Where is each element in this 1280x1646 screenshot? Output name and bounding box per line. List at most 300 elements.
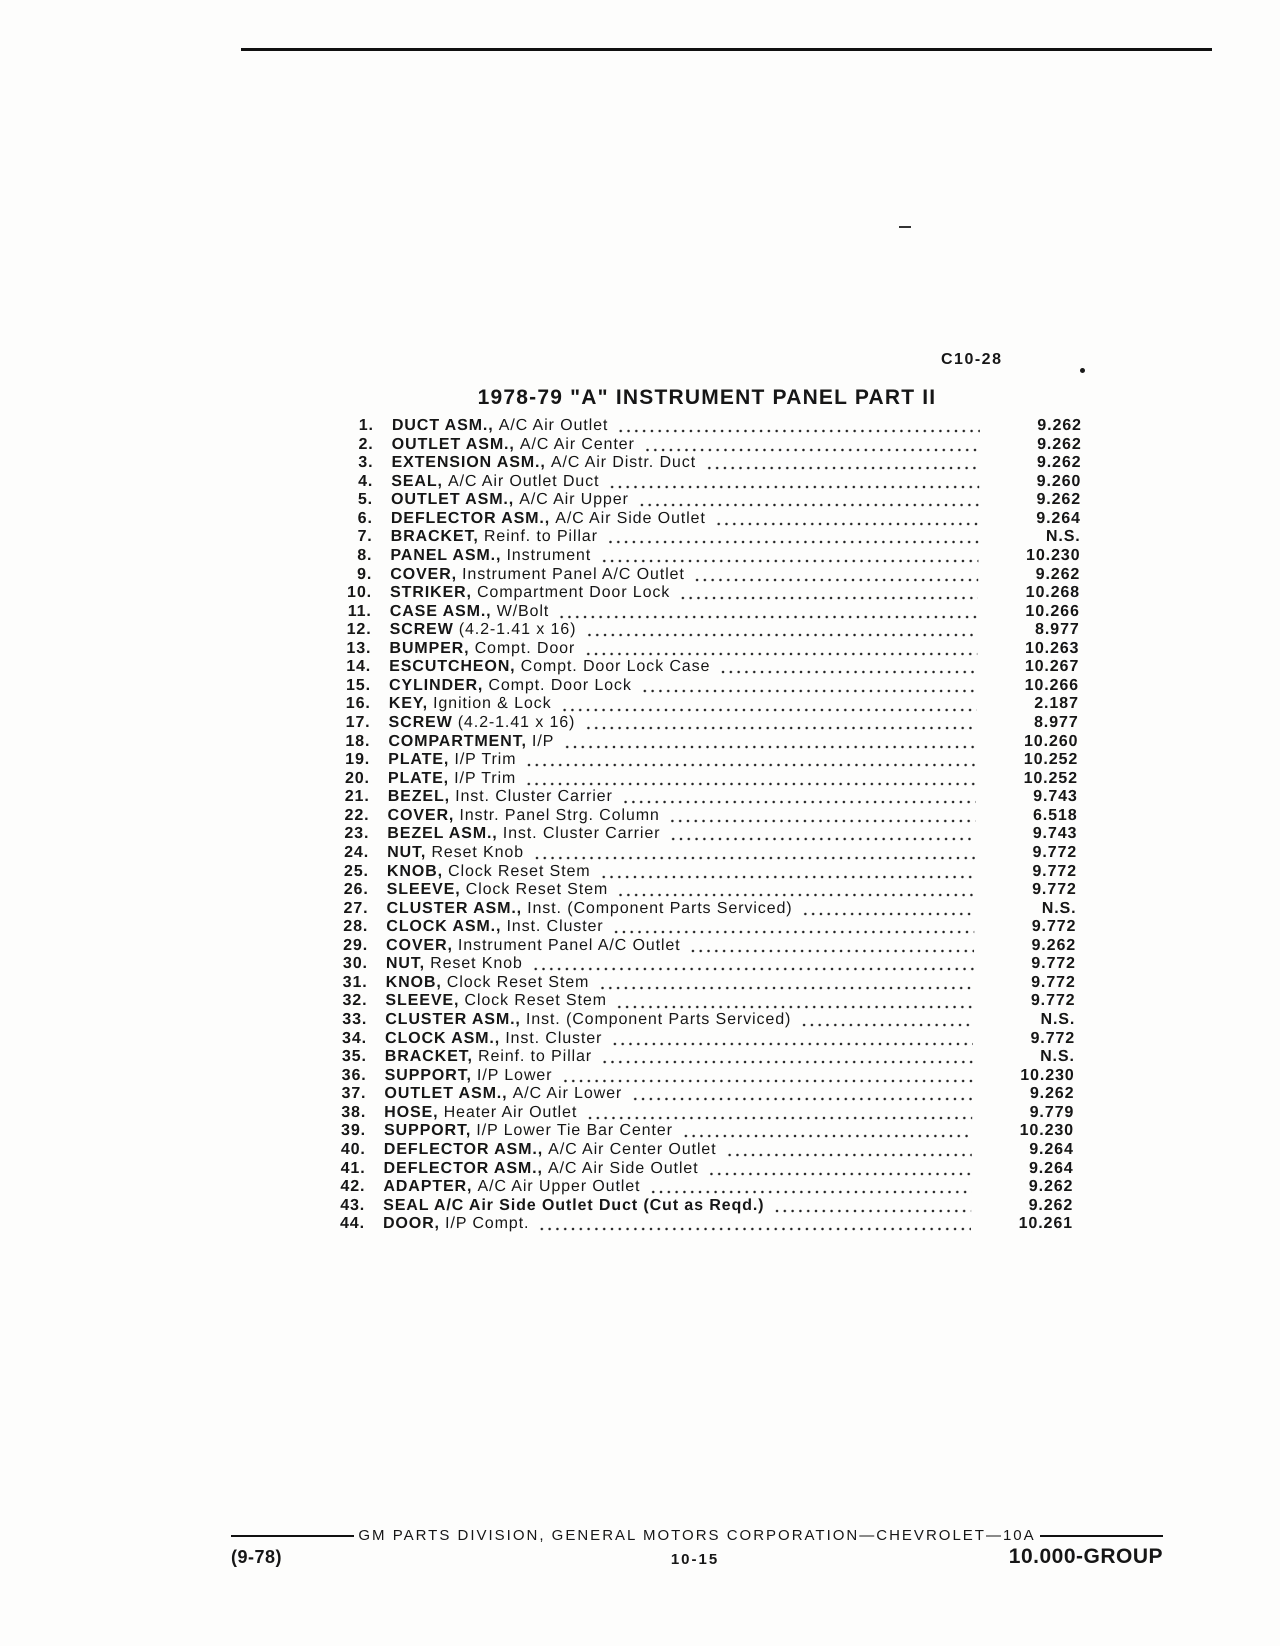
- dot-leader: [612, 918, 974, 937]
- group-number: 9.262: [1028, 1196, 1074, 1214]
- list-item: [332, 788, 1078, 807]
- part-description: A/C Air Side Outlet: [555, 509, 706, 527]
- list-item: [335, 491, 1081, 510]
- item-text: [392, 417, 609, 436]
- part-name: SCREW: [388, 714, 453, 731]
- list-item: [328, 1141, 1074, 1160]
- list-item: [331, 863, 1077, 882]
- part-name: KNOB,: [385, 973, 442, 991]
- part-name: NUT,: [387, 843, 427, 861]
- item-number: 28.: [343, 918, 369, 936]
- part-description: A/C Air Upper Outlet: [477, 1178, 641, 1196]
- footer-publisher-line: [231, 1527, 1163, 1545]
- part-name: CLOCK ASM.,: [386, 918, 502, 936]
- part-description: Clock Reset Stem: [446, 973, 590, 991]
- item-number: 12.: [346, 621, 372, 639]
- page-title: 1978-79 "A" INSTRUMENT PANEL PART II: [477, 386, 937, 409]
- group-number: 9.264: [1029, 1140, 1074, 1158]
- dot-leader: [715, 510, 979, 529]
- dot-leader: [586, 1104, 972, 1123]
- item-number: 33.: [342, 1011, 368, 1028]
- part-name: CLOCK ASM.,: [384, 1029, 501, 1047]
- list-item: [331, 844, 1077, 863]
- part-name: SUPPORT,: [384, 1066, 472, 1084]
- list-item: [329, 1048, 1075, 1067]
- group-number: N.S.: [1045, 528, 1081, 546]
- group-number: 9.262: [1031, 936, 1077, 954]
- dot-leader: [607, 528, 979, 547]
- group-number: 8.977: [1033, 714, 1079, 731]
- dot-leader: [631, 1085, 972, 1104]
- dot-leader: [538, 1215, 971, 1234]
- dot-leader: [608, 473, 979, 492]
- scan-mark: [899, 226, 911, 228]
- part-description: Compt. Door Lock: [488, 676, 632, 694]
- part-name: COVER,: [390, 565, 458, 583]
- part-description: A/C Air Outlet Duct: [447, 472, 600, 490]
- part-name: OUTLET ASM.,: [390, 491, 515, 509]
- group-number: 10.261: [1018, 1215, 1074, 1233]
- item-number: 7.: [357, 528, 373, 546]
- item-number: 38.: [341, 1103, 367, 1121]
- item-text: [391, 528, 598, 547]
- list-item: [333, 640, 1079, 659]
- part-description: Inst. Cluster Carrier: [502, 825, 661, 843]
- date-code: (9-78): [231, 1547, 283, 1567]
- item-number: 10.: [346, 584, 373, 602]
- item-text: [385, 992, 607, 1011]
- part-description: (4.2-1.41 x 16): [457, 714, 576, 731]
- part-description: Compartment Door Lock: [476, 584, 671, 602]
- part-name: SLEEVE,: [385, 992, 460, 1010]
- dot-leader: [584, 640, 977, 659]
- part-description: Instr. Panel Strg. Column: [459, 806, 660, 824]
- list-item: [327, 1197, 1073, 1216]
- publisher-text: GM PARTS DIVISION, GENERAL MOTORS CORPORATION—CHEVROLET—10A: [358, 1527, 1036, 1544]
- part-name: CLUSTER ASM.,: [385, 1011, 521, 1028]
- part-description: Inst. Cluster Carrier: [455, 788, 613, 806]
- part-name: PLATE,: [387, 769, 450, 787]
- dot-leader: [617, 417, 980, 436]
- part-description: A/C Air Center: [519, 435, 635, 453]
- list-item: [336, 436, 1082, 455]
- item-text: [390, 584, 670, 603]
- list-item: [331, 807, 1077, 826]
- dot-leader: [705, 454, 980, 473]
- dot-leader: [669, 807, 976, 826]
- part-name: NUT,: [385, 955, 426, 973]
- item-text: [386, 900, 792, 919]
- part-name: BUMPER,: [389, 639, 470, 657]
- list-item: [329, 1030, 1075, 1049]
- item-number: 14.: [346, 658, 372, 676]
- group-number: 10.266: [1025, 602, 1080, 620]
- item-number: 6.: [357, 509, 373, 527]
- part-description: Compt. Door: [474, 639, 576, 657]
- item-number: 32.: [342, 992, 368, 1010]
- list-item: [327, 1178, 1073, 1197]
- dot-leader: [617, 881, 975, 900]
- item-text: [390, 547, 591, 566]
- group-number: 9.772: [1030, 1029, 1076, 1047]
- part-description: Clock Reset Stem: [448, 862, 591, 880]
- part-name: CYLINDER,: [388, 676, 484, 694]
- part-name: ESCUTCHEON,: [389, 658, 516, 676]
- part-name: DUCT ASM.,: [391, 417, 494, 434]
- dot-leader: [616, 992, 974, 1011]
- group-number: 10.230: [1020, 1066, 1075, 1084]
- list-item: [333, 695, 1079, 714]
- item-text: [385, 1011, 791, 1030]
- scan-mark: [1080, 368, 1085, 373]
- list-item: [335, 454, 1081, 473]
- part-name: DEFLECTOR ASM.,: [383, 1159, 543, 1177]
- list-item: [335, 510, 1081, 529]
- item-number: 24.: [344, 843, 370, 861]
- group-number: 10.230: [1019, 1122, 1075, 1140]
- part-name: PLATE,: [388, 751, 450, 769]
- list-item: [333, 658, 1079, 677]
- item-number: 3.: [358, 454, 374, 472]
- list-item: [329, 992, 1075, 1011]
- dot-leader: [694, 566, 979, 585]
- part-name: SUPPORT,: [383, 1122, 472, 1140]
- part-description: A/C Air Distr. Duct: [550, 454, 697, 472]
- item-text: [387, 881, 609, 900]
- item-text: [390, 566, 685, 585]
- group-number: 10.267: [1024, 658, 1080, 676]
- part-description: I/P: [531, 732, 555, 750]
- group-number: 9.772: [1032, 881, 1077, 899]
- item-number: 5.: [357, 491, 374, 509]
- dot-leader: [679, 584, 978, 603]
- group-number: 9.260: [1036, 472, 1082, 490]
- part-description: A/C Air Center Outlet: [548, 1140, 717, 1158]
- part-description: Inst. (Component Parts Serviced): [525, 1011, 792, 1028]
- item-number: 11.: [347, 602, 372, 620]
- group-number: 9.772: [1031, 918, 1077, 936]
- list-item: [327, 1160, 1073, 1179]
- list-item: [334, 584, 1080, 603]
- item-text: [386, 955, 523, 974]
- item-text: [383, 1215, 530, 1234]
- group-number: 9.264: [1028, 1159, 1074, 1177]
- item-number: 18.: [345, 732, 371, 750]
- list-item: [329, 1067, 1075, 1086]
- part-description: Ignition & Lock: [432, 695, 552, 713]
- part-name: ADAPTER,: [383, 1178, 473, 1196]
- group-number: N.S.: [1040, 1048, 1075, 1066]
- item-text: [389, 640, 575, 659]
- dot-leader: [599, 863, 975, 882]
- dot-leader: [649, 1178, 971, 1197]
- part-description: W/Bolt: [496, 602, 550, 620]
- group-number: 9.262: [1029, 1085, 1075, 1103]
- item-number: 17.: [345, 714, 371, 731]
- item-text: [383, 1197, 764, 1216]
- item-number: 22.: [344, 806, 370, 824]
- item-number: 1.: [358, 417, 374, 434]
- dot-leader: [622, 788, 976, 807]
- item-text: [392, 436, 635, 455]
- part-name: HOSE,: [384, 1103, 439, 1121]
- item-number: 31.: [342, 973, 368, 991]
- part-description: Instrument: [506, 546, 592, 564]
- part-name: CLUSTER ASM.,: [386, 899, 523, 917]
- group-number: 10.230: [1026, 546, 1081, 564]
- list-item: [328, 1104, 1074, 1123]
- dot-leader: [561, 1067, 972, 1086]
- item-text: [391, 491, 629, 510]
- group-number: 9.772: [1031, 955, 1076, 973]
- parts-list: [327, 417, 1082, 1234]
- group-number: N.S.: [1041, 899, 1077, 917]
- group-number: 9.262: [1037, 435, 1082, 453]
- dot-leader: [525, 770, 976, 789]
- dot-leader: [669, 825, 975, 844]
- group-number: 10.268: [1025, 584, 1081, 602]
- item-text: [388, 751, 516, 770]
- item-number: 20.: [344, 769, 371, 787]
- dot-leader: [563, 733, 976, 752]
- part-name: SEAL A/C Air Side Outlet Duct (Cut as Reqd.): [383, 1196, 765, 1214]
- list-item: [328, 1085, 1074, 1104]
- item-number: 43.: [340, 1196, 366, 1214]
- footer-rule-left: [231, 1535, 354, 1537]
- item-text: [389, 677, 632, 696]
- item-number: 23.: [344, 825, 370, 843]
- part-description: Reset Knob: [431, 843, 525, 861]
- item-text: [390, 603, 550, 622]
- part-name: KEY,: [388, 695, 429, 713]
- group-number: 9.264: [1036, 509, 1081, 527]
- part-name: SEAL,: [391, 472, 444, 490]
- footer-rule-right: [1040, 1535, 1163, 1537]
- dot-leader: [585, 621, 977, 640]
- dot-leader: [558, 603, 978, 622]
- item-text: [386, 937, 681, 956]
- group-number: 10.252: [1023, 769, 1079, 787]
- item-text: [388, 714, 575, 733]
- item-text: [387, 807, 659, 826]
- list-item: [331, 881, 1077, 900]
- item-text: [383, 1160, 698, 1179]
- part-description: Instrument Panel A/C Outlet: [462, 565, 685, 583]
- item-number: 4.: [358, 472, 374, 490]
- part-name: STRIKER,: [389, 584, 473, 602]
- dot-leader: [707, 1160, 971, 1179]
- part-name: SCREW: [389, 621, 454, 639]
- item-text: [385, 1048, 592, 1067]
- part-name: BEZEL ASM.,: [387, 825, 498, 843]
- group-number: 9.262: [1037, 417, 1082, 434]
- item-number: 16.: [345, 695, 371, 713]
- dot-leader: [638, 491, 979, 510]
- dot-leader: [773, 1197, 971, 1216]
- list-item: [327, 1215, 1073, 1234]
- item-text: [384, 1141, 717, 1160]
- group-label: 10.000-GROUP: [1008, 1545, 1163, 1568]
- part-name: OUTLET ASM.,: [384, 1085, 508, 1103]
- dot-leader: [611, 1030, 973, 1049]
- part-name: PANEL ASM.,: [390, 546, 502, 564]
- dot-leader: [644, 436, 980, 455]
- list-item: [333, 677, 1079, 696]
- part-description: A/C Air Outlet: [498, 417, 609, 434]
- top-rule: [241, 48, 1212, 51]
- group-number: 10.263: [1024, 639, 1080, 657]
- list-item: [332, 714, 1078, 733]
- part-description: Reinf. to Pillar: [483, 528, 598, 546]
- dot-leader: [560, 695, 976, 714]
- dot-leader: [725, 1141, 972, 1160]
- part-description: Compt. Door Lock Case: [520, 658, 711, 676]
- part-description: I/P Trim: [454, 769, 517, 787]
- group-number: 2.187: [1034, 695, 1079, 713]
- group-number: 6.518: [1032, 806, 1078, 824]
- item-text: [384, 1104, 577, 1123]
- dot-leader: [598, 974, 974, 993]
- part-description: (4.2-1.41 x 16): [458, 621, 577, 639]
- list-item: [334, 621, 1080, 640]
- item-text: [386, 974, 590, 993]
- group-number: N.S.: [1040, 1011, 1076, 1028]
- item-number: 37.: [341, 1085, 367, 1103]
- group-number: 9.779: [1029, 1103, 1075, 1121]
- list-item: [332, 751, 1078, 770]
- part-name: EXTENSION ASM.,: [391, 454, 546, 472]
- group-number: 9.262: [1035, 565, 1081, 583]
- item-number: 2.: [358, 435, 374, 453]
- group-number: 9.772: [1032, 862, 1078, 880]
- list-item: [334, 603, 1080, 622]
- list-item: [332, 770, 1078, 789]
- item-text: [385, 1030, 602, 1049]
- part-description: Reinf. to Pillar: [477, 1048, 593, 1066]
- part-name: SLEEVE,: [386, 881, 461, 899]
- list-item: [332, 733, 1078, 752]
- part-description: Inst. Cluster: [506, 918, 604, 936]
- part-name: BRACKET,: [384, 1048, 474, 1066]
- part-description: Clock Reset Stem: [464, 992, 608, 1010]
- part-name: DOOR,: [382, 1215, 441, 1233]
- item-number: 21.: [344, 788, 370, 806]
- list-item: [334, 566, 1080, 585]
- item-number: 26.: [343, 881, 369, 899]
- item-text: [389, 658, 710, 677]
- item-text: [384, 1085, 622, 1104]
- part-description: I/P Compt.: [444, 1215, 530, 1233]
- item-number: 15.: [345, 676, 372, 694]
- group-number: 9.743: [1032, 825, 1078, 843]
- item-text: [384, 1122, 673, 1141]
- dot-leader: [601, 1048, 973, 1067]
- dot-leader: [600, 547, 979, 566]
- group-number: 10.252: [1023, 751, 1079, 769]
- dot-leader: [525, 751, 976, 770]
- dot-leader: [689, 937, 974, 956]
- dot-leader: [719, 658, 977, 677]
- item-number: 35.: [341, 1048, 367, 1066]
- item-text: [391, 510, 706, 529]
- item-text: [387, 863, 591, 882]
- part-description: Heater Air Outlet: [443, 1103, 578, 1121]
- part-description: A/C Air Side Outlet: [547, 1159, 699, 1177]
- part-description: I/P Lower Tie Bar Center: [476, 1122, 673, 1140]
- part-name: BRACKET,: [390, 528, 479, 546]
- part-description: Reset Knob: [430, 955, 523, 973]
- list-item: [331, 825, 1077, 844]
- list-item: [330, 955, 1076, 974]
- part-name: COVER,: [387, 806, 455, 824]
- item-text: [388, 788, 613, 807]
- item-number: 39.: [340, 1122, 367, 1140]
- item-text: [391, 473, 599, 492]
- page-code: C10-28: [941, 351, 1003, 368]
- dot-leader: [800, 1011, 973, 1030]
- list-item: [330, 937, 1076, 956]
- group-number: 9.772: [1030, 992, 1076, 1010]
- part-description: I/P Lower: [476, 1066, 553, 1084]
- item-number: 29.: [343, 936, 369, 954]
- part-description: Instrument Panel A/C Outlet: [457, 936, 681, 954]
- item-number: 13.: [346, 639, 372, 657]
- part-description: Clock Reset Stem: [465, 881, 609, 899]
- part-description: I/P Trim: [454, 751, 517, 769]
- item-number: 41.: [340, 1159, 366, 1177]
- list-item: [335, 473, 1081, 492]
- list-item: [329, 1011, 1075, 1030]
- group-number: 9.262: [1028, 1178, 1074, 1196]
- list-item: [330, 918, 1076, 937]
- item-number: 40.: [340, 1140, 366, 1158]
- group-number: 9.262: [1036, 491, 1082, 509]
- item-text: [387, 825, 660, 844]
- dot-leader: [533, 844, 975, 863]
- list-item: [334, 547, 1080, 566]
- part-name: CASE ASM.,: [389, 602, 492, 620]
- part-description: Inst. Cluster: [505, 1029, 603, 1047]
- page-number: 10-15: [670, 1551, 720, 1568]
- item-number: 44.: [339, 1215, 366, 1233]
- item-number: 25.: [343, 862, 370, 880]
- item-text: [388, 733, 554, 752]
- part-name: DEFLECTOR ASM.,: [383, 1140, 544, 1158]
- part-name: KNOB,: [386, 862, 444, 880]
- group-number: 9.772: [1031, 973, 1076, 991]
- part-name: OUTLET ASM.,: [391, 435, 515, 453]
- list-item: [330, 974, 1076, 993]
- item-text: [385, 1067, 553, 1086]
- part-name: COVER,: [386, 936, 453, 954]
- list-item: [328, 1122, 1074, 1141]
- dot-leader: [641, 677, 977, 696]
- item-number: 36.: [341, 1066, 367, 1084]
- dot-leader: [584, 714, 976, 733]
- item-text: [388, 770, 516, 789]
- item-text: [389, 695, 552, 714]
- item-number: 19.: [345, 751, 371, 769]
- item-number: 34.: [342, 1029, 368, 1047]
- item-text: [386, 918, 603, 937]
- item-text: [387, 844, 524, 863]
- item-number: 9.: [356, 565, 373, 583]
- part-description: Inst. (Component Parts Serviced): [527, 899, 793, 917]
- part-name: BEZEL,: [387, 788, 451, 806]
- item-number: 27.: [343, 899, 369, 917]
- item-text: [390, 621, 577, 640]
- dot-leader: [682, 1122, 972, 1141]
